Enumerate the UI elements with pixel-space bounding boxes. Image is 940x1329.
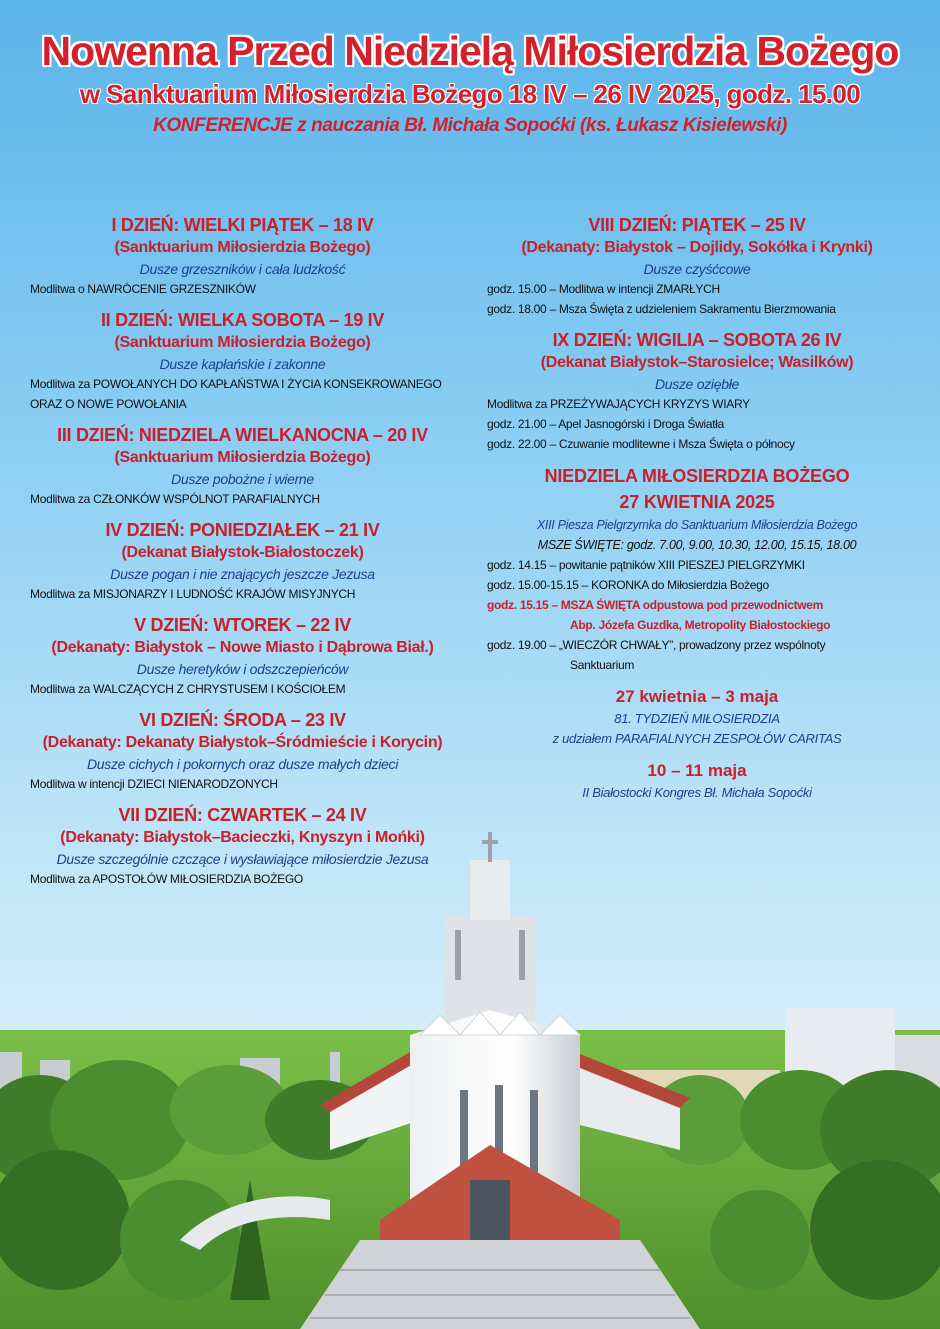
poster-title: Nowenna Przed Niedzielą Miłosierdzia Bożego — [41, 28, 899, 74]
day-title: II DZIEŃ: WIELKA SOBOTA – 19 IV — [100, 310, 385, 330]
day-5 — [30, 613, 455, 699]
day-3 — [30, 423, 455, 509]
event-2 — [487, 759, 907, 803]
sunday-date: 27 KWIETNIA 2025 — [619, 492, 775, 512]
schedule-line: godz. 19.00 – „WIECZÓR CHWAŁY”, prowadzony przez wspólnoty — [487, 638, 826, 652]
day-place: (Dekanat Białystok–Starosielce; Wasilków) — [540, 354, 854, 371]
day-prayer: Modlitwa o NAWRÓCENIE GRZESZNIKÓW — [30, 282, 256, 296]
day-title: VIII DZIEŃ: PIĄTEK – 25 IV — [588, 215, 806, 235]
day-place: (Sanktuarium Miłosierdzia Bożego) — [114, 239, 371, 256]
sanctuary-photo — [0, 820, 940, 1329]
day-intent: Dusze heretyków i odszczepieńców — [136, 661, 349, 677]
day-place: (Sanktuarium Miłosierdzia Bożego) — [114, 334, 371, 351]
day-intent: Dusze czyśćcowe — [643, 261, 751, 277]
day-title: IV DZIEŃ: PONIEDZIAŁEK – 21 IV — [105, 520, 380, 540]
event-line: II Białostocki Kongres Bł. Michała Sopoćki — [582, 785, 812, 800]
day-prayer: godz. 15.00 – Modlitwa w intencji ZMARŁYCH — [487, 282, 720, 296]
day-intent: Dusze cichych i pokornych oraz dusze małych dzieci — [86, 756, 399, 772]
day-intent: Dusze oziębłe — [654, 376, 740, 392]
day-title: VII DZIEŃ: CZWARTEK – 24 IV — [118, 805, 367, 825]
mercy-sunday — [487, 463, 907, 675]
day-title: VI DZIEŃ: ŚRODA – 23 IV — [139, 710, 346, 730]
day-6 — [30, 708, 455, 794]
day-title: V DZIEŃ: WTOREK – 22 IV — [134, 615, 351, 635]
day-1 — [30, 213, 455, 299]
day-prayer: Modlitwa za WALCZĄCYCH Z CHRYSTUSEM I KOŚCIOŁEM — [30, 682, 346, 696]
sunday-title: NIEDZIELA MIŁOSIERDZIA BOŻEGO — [544, 466, 850, 486]
day-intent: Dusze grzeszników i cała ludzkość — [139, 261, 346, 277]
event-1 — [487, 685, 907, 749]
day-9 — [487, 328, 907, 454]
day-prayer: Modlitwa za MISJONARZY I LUDNOŚĆ KRAJÓW MISYJNYCH — [30, 587, 356, 601]
day-intent: Dusze pogan i nie znających jeszcze Jezusa — [110, 566, 375, 582]
event-line: 81. TYDZIEŃ MIŁOSIERDZIA — [614, 711, 780, 726]
masses-line: MSZE ŚWIĘTE: godz. 7.00, 9.00, 10.30, 12.00, 15.15, 18.00 — [537, 538, 857, 552]
day-prayer: godz. 22.00 – Czuwanie modlitewne i Msza Święta o północy — [487, 437, 795, 451]
schedule-line-highlight: Abp. Józefa Guzdka, Metropolity Białostockiego — [570, 618, 831, 632]
day-prayer: Modlitwa za APOSTOŁÓW MIŁOSIERDZIA BOŻEGO — [30, 872, 303, 886]
day-prayer: Modlitwa w intencji DZIECI NIENARODZONYCH — [30, 777, 278, 791]
day-2 — [30, 308, 455, 414]
day-place: (Dekanaty: Białystok – Nowe Miasto i Dąbrowa Biał.) — [51, 639, 434, 656]
poster-header — [0, 28, 940, 137]
schedule-line: godz. 15.00-15.15 – KORONKA do Miłosierdzia Bożego — [487, 578, 769, 592]
day-place: (Sanktuarium Miłosierdzia Bożego) — [114, 449, 371, 466]
pilgrimage-line: XIII Piesza Pielgrzymka do Sanktuarium Miłosierdzia Bożego — [536, 518, 858, 532]
day-intent: Dusze kapłańskie i zakonne — [159, 356, 326, 372]
day-prayer: godz. 18.00 – Msza Święta z udzieleniem Sakramentu Bierzmowania — [487, 302, 836, 316]
event-line: z udziałem PARAFIALNYCH ZESPOŁÓW CARITAS — [552, 731, 842, 746]
schedule-line-highlight: godz. 15.15 – MSZA ŚWIĘTA odpustowa pod przewodnictwem — [487, 598, 824, 612]
day-prayer: Modlitwa za POWOŁANYCH DO KAPŁAŃSTWA I ŻYCIA KONSEKROWANEGO — [30, 377, 442, 391]
day-place: (Dekanaty: Białystok – Dojlidy, Sokółka i Krynki) — [521, 239, 873, 256]
day-title: IX DZIEŃ: WIGILIA – SOBOTA 26 IV — [552, 330, 842, 350]
left-column — [30, 213, 455, 898]
day-place: (Dekanaty: Białystok–Bacieczki, Knyszyn i Mońki) — [60, 829, 425, 846]
day-place: (Dekanaty: Dekanaty Białystok–Śródmieście i Korycin) — [42, 734, 443, 751]
day-prayer: godz. 21.00 – Apel Jasnogórski i Droga Światła — [487, 417, 725, 431]
day-intent: Dusze pobożne i wierne — [171, 471, 314, 487]
poster-subtitle: w Sanktuarium Miłosierdzia Bożego 18 IV – 26 IV 2025, godz. 15.00 — [79, 79, 861, 109]
day-place: (Dekanat Białystok-Białostoczek) — [121, 544, 364, 561]
day-prayer: Modlitwa za CZŁONKÓW WSPÓLNOT PARAFIALNYCH — [30, 492, 320, 506]
day-title: I DZIEŃ: WIELKI PIĄTEK – 18 IV — [111, 215, 374, 235]
day-prayer: ORAZ O NOWE POWOŁANIA — [30, 397, 187, 411]
schedule-line: Sanktuarium — [570, 658, 635, 672]
day-prayer: Modlitwa za PRZEŻYWAJĄCYCH KRYZYS WIARY — [487, 397, 750, 411]
day-8 — [487, 213, 907, 319]
day-title: III DZIEŃ: NIEDZIELA WIELKANOCNA – 20 IV — [57, 425, 428, 445]
conferences-line: KONFERENCJE z nauczania Bł. Michała Sopoćki (ks. Łukasz Kisielewski) — [153, 115, 787, 136]
steps — [300, 1240, 700, 1329]
event-title: 10 – 11 maja — [647, 761, 747, 780]
right-column — [487, 213, 907, 803]
event-title: 27 kwietnia – 3 maja — [615, 687, 779, 706]
schedule-line: godz. 14.15 – powitanie pątników XIII PIESZEJ PIELGRZYMKI — [487, 558, 805, 572]
day-4 — [30, 518, 455, 604]
day-intent: Dusze szczególnie czczące i wysławiające miłosierdzie Jezusa — [56, 851, 429, 867]
